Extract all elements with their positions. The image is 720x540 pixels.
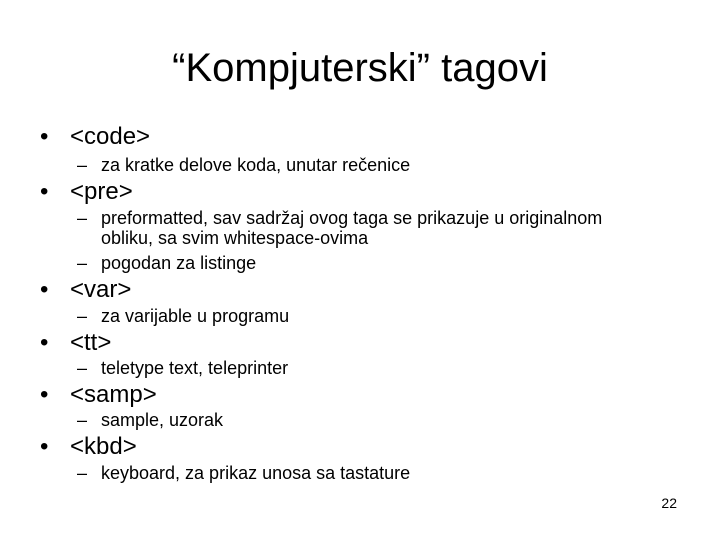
bullet-item-pre bbox=[40, 178, 133, 206]
sub-item-text: keyboard, za prikaz unosa sa tastature bbox=[101, 463, 411, 483]
page-number: 22 bbox=[661, 495, 677, 511]
sub-item bbox=[77, 208, 603, 248]
dash-icon: – bbox=[77, 155, 88, 175]
sub-item-continuation: obliku, sa svim whitespace-ovima bbox=[101, 228, 369, 248]
bullet-label: <samp> bbox=[70, 381, 157, 408]
bullet-item-var bbox=[40, 276, 131, 304]
sub-item bbox=[77, 155, 410, 176]
bullet-label: <var> bbox=[70, 276, 132, 303]
bullet-icon: • bbox=[40, 123, 49, 150]
bullet-item-samp bbox=[40, 381, 157, 409]
bullet-item-tt bbox=[40, 329, 111, 357]
sub-item bbox=[77, 358, 288, 379]
slide-title: “Kompjuterski” tagovi bbox=[172, 46, 548, 90]
sub-item-text: pogodan za listinge bbox=[101, 253, 257, 273]
bullet-label: <code> bbox=[70, 123, 151, 150]
bullet-icon: • bbox=[40, 381, 49, 408]
sub-item-text: teletype text, teleprinter bbox=[101, 358, 289, 378]
bullet-label: <kbd> bbox=[70, 433, 137, 460]
dash-icon: – bbox=[77, 358, 88, 378]
bullet-label: <pre> bbox=[70, 178, 133, 205]
sub-item-text: za varijable u programu bbox=[101, 306, 290, 326]
bullet-icon: • bbox=[40, 178, 49, 205]
sub-item-text: za kratke delove koda, unutar rečenice bbox=[101, 155, 411, 175]
sub-item bbox=[77, 463, 410, 484]
bullet-icon: • bbox=[40, 329, 49, 356]
sub-item-text: preformatted, sav sadržaj ovog taga se prikazuje u originalnom bbox=[101, 208, 603, 228]
dash-icon: – bbox=[77, 410, 88, 430]
bullet-icon: • bbox=[40, 276, 49, 303]
dash-icon: – bbox=[77, 208, 88, 228]
bullet-icon: • bbox=[40, 433, 49, 460]
sub-item bbox=[77, 410, 223, 431]
sub-item bbox=[77, 253, 256, 274]
bullet-item-kbd bbox=[40, 433, 137, 461]
bullet-label: <tt> bbox=[70, 329, 112, 356]
dash-icon: – bbox=[77, 306, 88, 326]
dash-icon: – bbox=[77, 463, 88, 483]
dash-icon: – bbox=[77, 253, 88, 273]
sub-item bbox=[77, 306, 289, 327]
sub-item-text: sample, uzorak bbox=[101, 410, 224, 430]
bullet-item-code bbox=[40, 123, 150, 151]
